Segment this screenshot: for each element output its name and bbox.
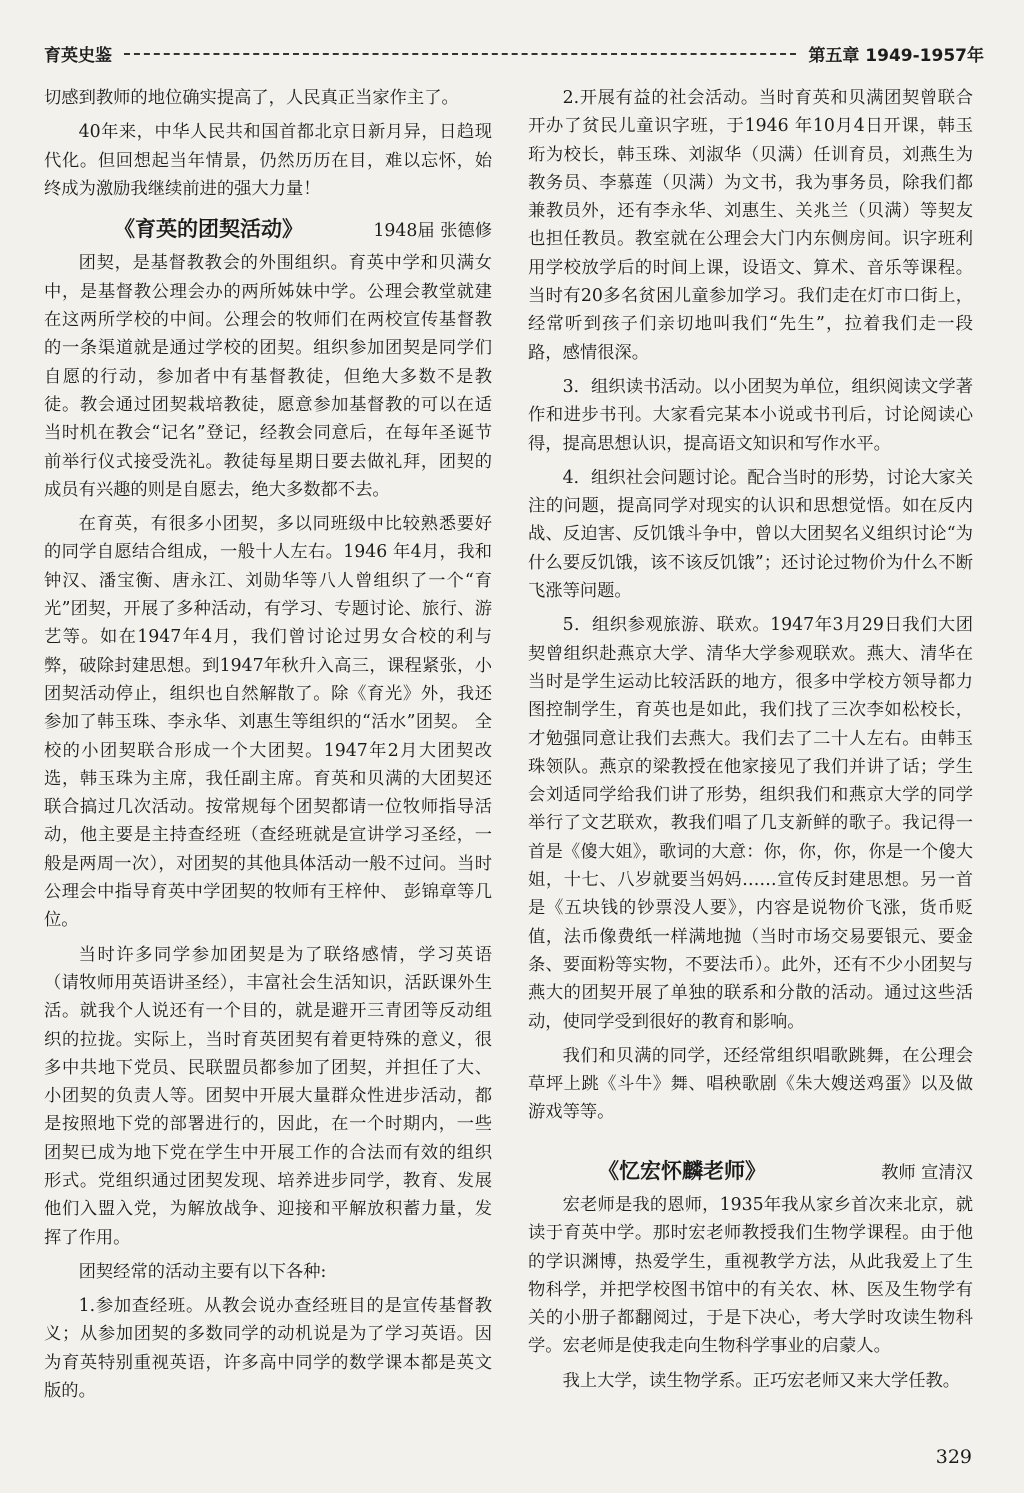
paragraph: 40年来，中华人民共和国首都北京日新月异，日趋现代化。但回想起当年情景，仍然历历在目，难以忘怀，始终成为激励我继续前进的强大力量！ bbox=[44, 122, 492, 199]
right-column bbox=[528, 84, 973, 1401]
paragraph: 1.参加查经班。从教会说办查经班目的是宣传基督教义；从参加团契的多数同学的动机说是为了学习英语。因为育英特别重视英语，许多高中同学的数学课本都是英文版的。 bbox=[44, 1296, 492, 1402]
running-header bbox=[44, 38, 984, 68]
paragraph: 我上大学，读生物学系。正巧宏老师又来大学任教。 bbox=[562, 1370, 961, 1391]
paragraph: 宏老师是我的恩师，1935年我从家乡首次来北京，就读于育英中学。那时宏老师教授我们生物学课程。由于他的学识渊博，热爱学生，重视教学方法，从此我爱上了生物科学，并把学校图书馆中的有关农、林、医及生物学有关的小册子都翻阅过，于是下决心，考大学时攻读生物科学。宏老师是使我走向生物科学事业的启蒙人。 bbox=[528, 1194, 973, 1357]
paragraph: 5．组织参观旅游、联欢。1947年3月29日我们大团契曾组织赴燕京大学、清华大学参观联欢。燕大、清华在当时是学生运动比较活跃的地方，很多中学校方领导都力图控制学生，育英也是如此，我们找了三次李如松校长，才勉强同意让我们去燕大。我们去了二十人左右。由韩玉珠领队。燕京的梁教授在他家接见了我们并讲了话；学生会刘适同学给我们讲了形势，组织我们和燕京大学的同学举行了文艺联欢，教我们唱了几支新鲜的歌子。我记得一首是《傻大姐》，歌词的大意：你，你，你，你是一个傻大姐，十七、八岁就要当妈妈……宣传反封建思想。另一首是《五块钱的钞票没人要》，内容是说物价飞涨，货币贬值，法币像费纸一样满地抛（当时市场交易要银元、要金条、要面粉等实物，不要法币）。此外，还有不少小团契与燕大的团契开展了单独的联系和分散的活动。通过这些活动，使同学受到很好的教育和影响。 bbox=[528, 615, 973, 1032]
paragraph: 切感到教师的地位确实提高了，人民真正当家作主了。 bbox=[44, 88, 459, 108]
book-title: 育英史鉴 bbox=[44, 45, 112, 66]
paragraph: 团契，是基督教教会的外围组织。育英中学和贝满女中，是基督教公理会办的两所姊妹中学。公理会教堂就建在这两所学校的中间。公理会的牧师们在两校宣传基督教的一条渠道就是通过学校的团契。组织参加团契是同学们自愿的行动，参加者中有基督教徒，但绝大多数不是教徒。教会通过团契栽培教徒，愿意参加基督教的可以在适当时机在教会“记名”登记，经教会同意后，在每年圣诞节前举行仪式接受洗礼。教徒每星期日要去做礼拜，团契的成员有兴趣的则是自愿去，绝大多数都不去。 bbox=[44, 253, 492, 500]
left-column bbox=[44, 84, 492, 1411]
page-number: 329 bbox=[935, 1446, 972, 1468]
paragraph: 在育英，有很多小团契，多以同班级中比较熟悉要好的同学自愿结合组成，一般十人左右。1946 年4月，我和钟汉、潘宝衡、唐永江、刘勋华等八人曾组织了一个“育光”团契，开展了多种活动，有学习、专题讨论、旅行、游艺等。如在1947年4月，我们曾讨论过男女合校的利与弊，破除封建思想。到1947年秋升入高三，课程紧张，小团契活动停止，组织也自然解散了。除《育光》外，我还参加了韩玉珠、李永华、刘惠生等组织的“活水”团契。 全校的小团契联合形成一个大团契。1947年2月大团契改选，韩玉珠为主席，我任副主席。育英和贝满的大团契还联合搞过几次活动。按常规每个团契都请一位牧师指导活动，他主要是主持查经班（查经班就是宣讲学习圣经，一般是两周一次），对团契的其他具体活动一般不过问。当时公理会中指导育英中学团契的牧师有王梓仲、 彭锦章等几位。 bbox=[44, 514, 492, 931]
header-divider bbox=[124, 53, 796, 55]
paragraph: 2.开展有益的社会活动。当时育英和贝满团契曾联合开办了贫民儿童识字班，于1946 年10月4日开课，韩玉珩为校长，韩玉珠、刘淑华（贝满）任训育员，刘燕生为教务员、李慕莲（贝满）为文书，我为事务员，除我们都兼教员外，还有李永华、刘惠生、关兆兰（贝满）等契友也担任教员。教室就在公理会大门内东侧房间。识字班利用学校放学后的时间上课，设语文、算术、音乐等课程。当时有20多名贫困儿童参加学习。我们走在灯市口街上，经常听到孩子们亲切地叫我们“先生”，拉着我们走一段路，感情很深。 bbox=[528, 88, 973, 363]
article-byline: 1948届 张德修 bbox=[373, 221, 492, 242]
article-byline: 教师 宣清汉 bbox=[881, 1162, 973, 1183]
paragraph: 3．组织读书活动。以小团契为单位，组织阅读文学著作和进步书刊。大家看完某本小说或书刊后，讨论阅读心得，提高思想认识，提高语文知识和写作水平。 bbox=[528, 376, 973, 454]
paragraph: 团契经常的活动主要有以下各种: bbox=[78, 1261, 327, 1282]
article-title: 《忆宏怀麟老师》 bbox=[598, 1158, 766, 1183]
paragraph: 4．组织社会问题讨论。配合当时的形势，讨论大家关注的问题，提高同学对现实的认识和思想觉悟。如在反内战、反迫害、反饥饿斗争中，曾以大团契名义组织讨论“为什么要反饥饿，该不该反饥饿”；还讨论过物价为什么不断飞涨等问题。 bbox=[528, 467, 973, 602]
article-title: 《育英的团契活动》 bbox=[114, 217, 303, 242]
paragraph: 我们和贝满的同学，还经常组织唱歌跳舞，在公理会草坪上跳《斗牛》舞、唱秧歌剧《朱大嫂送鸡蛋》以及做游戏等等。 bbox=[528, 1045, 973, 1123]
paragraph: 当时许多同学参加团契是为了联络感情，学习英语（请牧师用英语讲圣经），丰富社会生活知识，活跃课外生活。就我个人说还有一个目的，就是避开三青团等反动组织的拉拢。实际上，当时育英团契有着更特殊的意义，很多中共地下党员、民联盟员都参加了团契，并担任了大、小团契的负责人等。团契中开展大量群众性进步活动，都是按照地下党的部署进行的，因此，在一个时期内，一些团契已成为地下党在学生中开展工作的合法而有效的组织形式。党组织通过团契发现、培养进步同学，教育、发展他们入盟入党，为解放战争、迎接和平解放积蓄力量，发挥了作用。 bbox=[44, 944, 492, 1248]
chapter-title: 第五章 1949-1957年 bbox=[808, 45, 984, 66]
article-heading bbox=[44, 215, 492, 245]
article-heading bbox=[528, 1157, 973, 1187]
